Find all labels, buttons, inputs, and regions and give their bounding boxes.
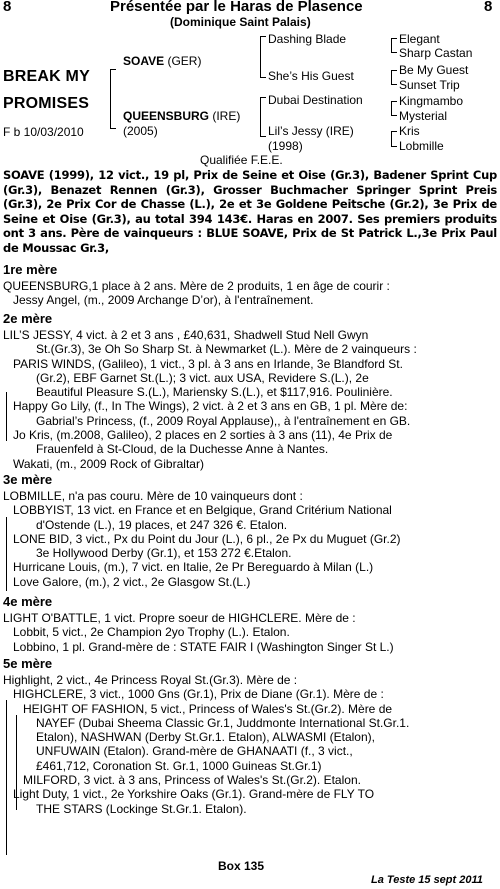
pedigree-dam: QUEENSBURG (IRE) xyxy=(123,109,241,123)
pedigree-g4-3: Be My Guest xyxy=(399,63,469,77)
fifth-dam-line: Highlight, 2 vict., 4e Princess Royal St.(Gr.3). Mère de : xyxy=(3,673,298,687)
pedigree-bracket-g4-4 xyxy=(391,131,397,147)
horse-details: F b 10/03/2010 xyxy=(3,125,84,139)
second-dam-heading: 2e mère xyxy=(3,311,53,326)
second-dam-line: Gabrial’s Princess, (f., 2009 Royal Applause),, à l'entraînement en GB. xyxy=(36,413,411,428)
pedigree-dam-dam-year: (1998) xyxy=(268,139,303,153)
second-dam-line: Happy Go Lily, (f., In The Wings), 2 vict. à 2 et 3 ans en GB, 1 pl. Mère de: xyxy=(13,399,408,414)
page-title: Présentée par le Haras de Plasence xyxy=(110,0,363,15)
third-dam-line: Hurricane Louis, (m.), 7 vict. en Italie, 2e Pr Bereguardo à Milan (L.) xyxy=(13,560,374,575)
pedigree-g4-8: Lobmille xyxy=(399,139,444,153)
fifth-dam-heading: 5e mère xyxy=(3,656,53,671)
first-dam-heading: 1re mère xyxy=(3,262,58,277)
third-dam-line: Love Galore, (m.), 2 vict., 2e Glasgow St.(L.) xyxy=(13,574,251,589)
third-dam-block xyxy=(3,489,497,589)
pedigree-bracket-g4-2 xyxy=(391,70,397,85)
descendant-bar xyxy=(16,715,17,810)
pedigree-bracket-g4-3 xyxy=(391,101,397,116)
second-dam-line: Frauenfeld à St-Cloud, de la Duchesse Anne à Nantes. xyxy=(36,442,329,457)
second-dam-line: PARIS WINDS, (Galileo), 1 vict., 3 pl. à 3 ans en Irlande, 3e Blandford St. xyxy=(13,356,403,371)
fourth-dam-heading: 4e mère xyxy=(3,594,53,609)
fifth-dam-line: MILFORD, 3 vict. à 3 ans, Princess of Wales's St.(Gr.2). Etalon. xyxy=(23,773,361,788)
first-dam-line: Jessy Angel, (m., 2009 Archange D’or), à l'entraînement. xyxy=(13,293,314,308)
fifth-dam-line: HEIGHT OF FASHION, 5 vict., Princess of Wales's St.(Gr.2). Mère de xyxy=(23,701,393,716)
pedigree-g4-1: Elegant xyxy=(399,32,440,46)
fifth-dam-line: NAYEF (Dubai Sheema Classic Gr.1, Juddmonte International St.Gr.1. xyxy=(36,715,410,730)
page-subtitle: (Dominique Saint Palais) xyxy=(170,15,311,29)
qualification: Qualifiée F.E.E. xyxy=(200,153,283,167)
fourth-dam-block xyxy=(3,611,497,654)
second-dam-line: Beautiful Pleasure S.(L.), Mariensky S.(L.), et $117,916. Poulinière. xyxy=(36,385,393,400)
pedigree-g4-6: Mysterial xyxy=(399,109,448,123)
fifth-dam-line: Light Duty, 1 vict., 2e Yorkshire Oaks (Gr.1). Grand-mère de FLY TO xyxy=(13,787,375,802)
pedigree-g4-2: Sharp Castan xyxy=(399,46,473,60)
second-dam-line: Jo Kris, (m.2008, Galileo), 2 places en 2 sorties à 3 ans (11), 4e Prix de xyxy=(13,428,393,443)
pedigree-g4-7: Kris xyxy=(399,124,420,138)
pedigree-g4-5: Kingmambo xyxy=(399,94,464,108)
first-dam-block xyxy=(3,279,497,308)
fifth-dam-line: £461,712, Coronation St. Gr.1, 1000 Guineas St.Gr.1) xyxy=(36,758,322,773)
pedigree-sire: SOAVE (GER) xyxy=(123,54,202,68)
pedigree-dam-dam: Lil’s Jessy (IRE) xyxy=(268,124,354,138)
location-date: La Teste 15 sept 2011 xyxy=(371,874,483,886)
third-dam-line: 3e Hollywood Derby (Gr.1), et 153 272 €.Etalon. xyxy=(36,546,292,561)
third-dam-line: d'Ostende (L.), 19 places, et 247 326 €. Etalon. xyxy=(36,517,288,532)
second-dam-block xyxy=(3,328,497,471)
third-dam-line: LOBBYIST, 13 vict. en France et en Belgique, Grand Critérium National xyxy=(13,503,392,518)
horse-name-line2: PROMISES xyxy=(3,95,90,112)
pedigree-bracket-sire xyxy=(260,36,266,78)
second-dam-line: St.(Gr.3), 3e Oh So Sharp St. à Newmarket (L.). Mère de 2 vainqueurs : xyxy=(36,342,417,357)
sire-summary: SOAVE (1999), 12 vict., 19 pl, Prix de Seine et Oise (Gr.3), Badener Sprint Cup (Gr.3), Benazet Rennen (Gr.3), Grosser Buchmacher Springer Sprint Preis (Gr.3), 2e Prix Cor de Chasse (L.), 2e et 3e Goldene Peitsche (Gr.2), 3e Prix de Seine et Oise (Gr.3), au total 394 143€. Haras en 2007. Ses premiers produits ont 3 ans. Père de vainqueurs : BLUE SOAVE, Prix de St Patrick L.,3e Prix Paul de Moussac Gr.3, xyxy=(3,168,497,255)
descendant-bar xyxy=(6,700,7,855)
fourth-dam-line: Lobbino, 1 pl. Grand-mère de : STATE FAIR I (Washington Singer St L.) xyxy=(13,639,394,654)
fourth-dam-line: LIGHT O'BATTLE, 1 vict. Propre soeur de HIGHCLERE. Mère de : xyxy=(3,611,356,625)
pedigree-bracket-gen1 xyxy=(110,69,116,129)
fifth-dam-line: Etalon), NASHWAN (Derby St.Gr.1. Etalon), ALWASMI (Etalon), xyxy=(36,730,375,745)
fifth-dam-line: HIGHCLERE, 3 vict., 1000 Gns (Gr.1), Prix de Diane (Gr.1). Mère de : xyxy=(13,687,384,702)
second-dam-line: Wakati, (m., 2009 Rock of Gibraltar) xyxy=(13,456,204,471)
pedigree-sire-dam: She’s His Guest xyxy=(268,69,354,83)
second-dam-line: LIL’S JESSY, 4 vict. à 2 et 3 ans , £40,631, Shadwell Stud Nell Gwyn xyxy=(3,328,369,342)
fifth-dam-line: UNFUWAIN (Etalon). Grand-mère de GHANAATI (f., 3 vict., xyxy=(36,744,353,759)
third-dam-line: LONE BID, 3 vict., Px du Point du Jour (L.), 6 pl., 2e Px du Muguet (Gr.2) xyxy=(13,531,401,546)
fifth-dam-block xyxy=(3,673,497,816)
pedigree-bracket-dam xyxy=(260,97,266,137)
lot-number-right: 8 xyxy=(484,0,493,15)
pedigree-g4-4: Sunset Trip xyxy=(399,78,460,92)
pedigree-dam-year: (2005) xyxy=(123,124,158,138)
lot-number-left: 8 xyxy=(3,0,12,15)
descendant-bar xyxy=(6,392,7,441)
first-dam-line: QUEENSBURG,1 place à 2 ans. Mère de 2 produits, 1 en âge de courir : xyxy=(3,279,390,293)
second-dam-line: (Gr.2), EBF Garnet St.(L.); 3 vict. aux USA, Revidere S.(L.), 2e xyxy=(36,370,369,385)
descendant-bar xyxy=(6,517,7,591)
third-dam-heading: 3e mère xyxy=(3,472,53,487)
fourth-dam-line: Lobbit, 5 vict., 2e Champion 2yo Trophy (L.). Etalon. xyxy=(13,625,290,640)
pedigree-bracket-g4-1 xyxy=(391,38,397,53)
pedigree-sire-sire: Dashing Blade xyxy=(268,32,347,46)
fifth-dam-line: THE STARS (Lockinge St.Gr.1. Etalon). xyxy=(36,801,247,816)
pedigree-dam-sire: Dubai Destination xyxy=(268,93,363,107)
third-dam-line: LOBMILLE, n'a pas couru. Mère de 10 vainqueurs dont : xyxy=(3,489,303,503)
box-number: Box 135 xyxy=(218,859,265,873)
horse-name-line1: BREAK MY xyxy=(3,68,90,85)
